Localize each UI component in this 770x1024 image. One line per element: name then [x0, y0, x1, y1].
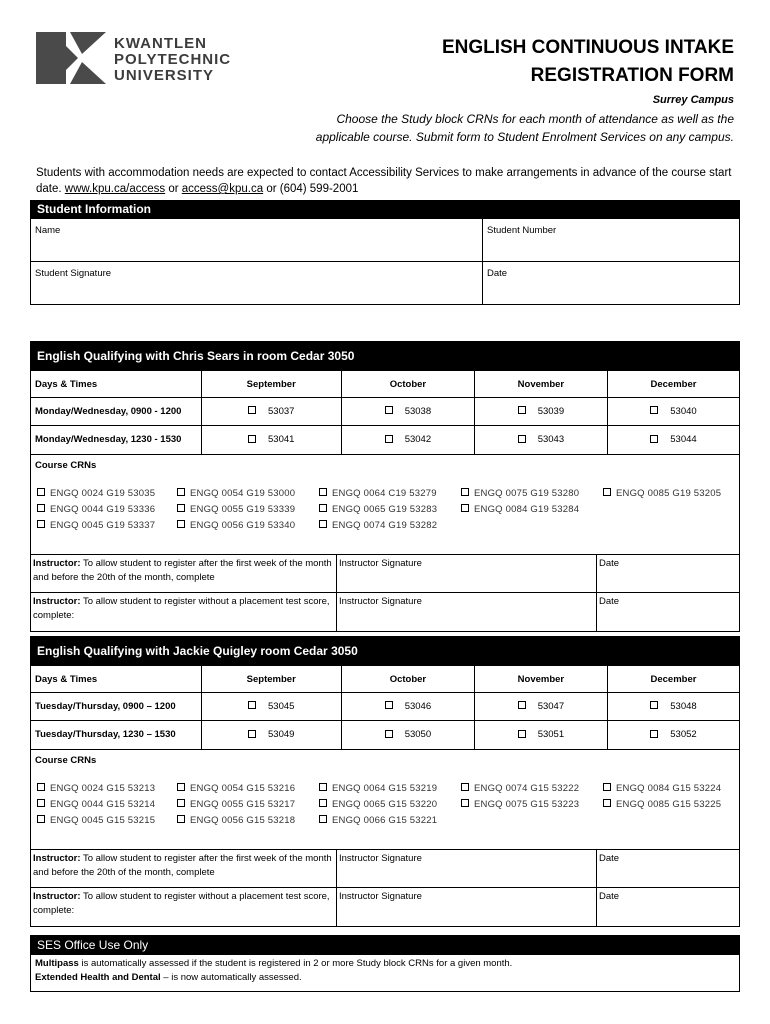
instructions-line-2: applicable course. Submit form to Student Enrolment Services on any campus. [315, 130, 734, 144]
course-crn-option [603, 814, 743, 827]
checkbox[interactable] [518, 406, 526, 414]
course-crns-area [31, 454, 739, 554]
course-crn-text: ENGQ 0084 G19 53284 [474, 503, 580, 515]
schedule-time-label: Monday/Wednesday, 1230 - 1530 [31, 426, 201, 454]
checkbox[interactable] [177, 783, 185, 791]
course-crn-option[interactable] [603, 487, 743, 500]
ses-title: SES Office Use Only [31, 936, 739, 955]
checkbox[interactable] [385, 435, 393, 443]
crn-number: 53039 [537, 406, 565, 417]
checkbox[interactable] [248, 435, 256, 443]
schedule-row [31, 693, 739, 721]
crn-number: 53051 [537, 729, 565, 741]
course-crn-text: ENGQ 0066 G15 53221 [332, 814, 438, 826]
crn-number: 53047 [537, 701, 565, 712]
course-section-jackie-quigley [30, 636, 740, 927]
crn-number: 53048 [670, 701, 697, 712]
schedule-header-cell: September [201, 666, 341, 693]
checkbox[interactable] [385, 701, 393, 709]
crn-number: 53050 [404, 729, 432, 741]
course-crns-grid [37, 487, 743, 532]
schedule-crn-cell[interactable] [341, 398, 474, 426]
schedule-header-cell: Days & Times [31, 666, 201, 693]
course-crn-text: ENGQ 0044 G19 53336 [50, 503, 156, 515]
course-crn-option[interactable] [177, 519, 319, 532]
ses-body [31, 955, 739, 991]
instructor-approval-row [31, 887, 739, 926]
checkbox[interactable] [177, 504, 185, 512]
schedule-crn-cell[interactable] [201, 398, 341, 426]
course-crn-option[interactable] [603, 798, 743, 811]
checkbox[interactable] [177, 520, 185, 528]
instructor-signature-field[interactable]: Instructor Signature [337, 888, 597, 926]
checkbox[interactable] [650, 701, 658, 709]
access-link[interactable]: www.kpu.ca/access [64, 183, 166, 195]
checkbox[interactable] [319, 504, 327, 512]
instructor-label: Instructor: [33, 852, 81, 864]
kpu-logo-mark [36, 32, 106, 84]
instructor-text: To allow student to register after the first week of the month and before the 20th of the month, complete [33, 852, 332, 878]
checkbox[interactable] [37, 799, 45, 807]
instructor-instruction [31, 593, 337, 631]
checkbox[interactable] [37, 815, 45, 823]
accessibility-note [36, 165, 736, 197]
logo-line-3: UNIVERSITY [114, 67, 215, 84]
course-crn-text: ENGQ 0056 G19 53340 [190, 519, 296, 531]
checkbox[interactable] [248, 730, 256, 738]
course-crn-text: ENGQ 0045 G19 53337 [50, 519, 156, 531]
course-crn-option [461, 519, 603, 532]
schedule-header-cell: October [341, 666, 474, 693]
instructor-instruction [31, 888, 337, 926]
checkbox[interactable] [248, 701, 256, 709]
checkbox[interactable] [319, 815, 327, 823]
checkbox[interactable] [319, 783, 327, 791]
course-crn-option[interactable] [177, 487, 319, 500]
course-crn-text: ENGQ 0075 G19 53280 [474, 487, 580, 499]
course-crn-text: ENGQ 0085 G15 53225 [616, 798, 722, 810]
course-crn-text: ENGQ 0064 G15 53219 [332, 782, 438, 794]
instructor-signature-field[interactable]: Instructor Signature [337, 593, 597, 631]
course-crn-option[interactable] [461, 503, 603, 516]
form-title-line-2: REGISTRATION FORM [530, 65, 734, 86]
crn-number: 53046 [404, 701, 432, 712]
course-crn-text: ENGQ 0024 G15 53213 [50, 782, 156, 794]
course-crn-text: ENGQ 0055 G15 53217 [190, 798, 296, 810]
crn-number: 53043 [537, 434, 565, 446]
course-crn-option[interactable] [319, 519, 461, 532]
course-crn-option[interactable] [37, 503, 177, 516]
multipass-note [35, 957, 735, 971]
form-title-line-1: ENGLISH CONTINUOUS INTAKE [441, 37, 734, 58]
schedule-header-cell: December [607, 666, 739, 693]
checkbox[interactable] [518, 701, 526, 709]
course-crn-option[interactable] [603, 782, 743, 795]
course-crn-option[interactable] [319, 814, 461, 827]
course-crn-option[interactable] [37, 798, 177, 811]
logo-line-2: POLYTECHNIC [114, 51, 232, 68]
course-crn-text: ENGQ 0075 G15 53223 [474, 798, 580, 810]
instructor-text: To allow student to register without a placement test score, complete: [33, 595, 330, 621]
schedule-header-cell: November [474, 666, 607, 693]
crn-number: 53037 [268, 406, 295, 417]
checkbox[interactable] [650, 406, 658, 414]
course-crns-label: Course CRNs [35, 459, 97, 471]
checkbox[interactable] [461, 504, 469, 512]
course-crn-option[interactable] [37, 814, 177, 827]
checkbox[interactable] [37, 488, 45, 496]
course-crn-text: ENGQ 0074 G19 53282 [332, 519, 438, 531]
course-crn-option[interactable] [177, 814, 319, 827]
course-crn-text: ENGQ 0055 G19 53339 [190, 503, 296, 515]
course-crn-text: ENGQ 0064 C19 53279 [332, 487, 437, 499]
health-note [35, 971, 735, 985]
form-title [442, 34, 734, 90]
crn-number: 53040 [670, 406, 697, 417]
checkbox[interactable] [650, 435, 658, 443]
kpu-logo [36, 32, 236, 88]
health-label: Extended Health and Dental [35, 972, 161, 983]
crn-number: 53052 [670, 729, 697, 741]
checkbox[interactable] [248, 406, 256, 414]
schedule-crn-cell[interactable] [341, 721, 474, 749]
checkbox[interactable] [603, 799, 611, 807]
course-section-chris-sears [30, 341, 740, 632]
course-crn-text: ENGQ 0065 G19 53283 [332, 503, 438, 515]
logo-line-1: KWANTLEN [114, 35, 207, 52]
access-text-3: or (604) 599-2001 [263, 183, 359, 195]
course-crn-text: ENGQ 0044 G15 53214 [50, 798, 156, 810]
form-instructions [234, 110, 734, 146]
schedule-crn-cell[interactable] [201, 426, 341, 454]
course-crn-option[interactable] [319, 487, 461, 500]
checkbox[interactable] [461, 799, 469, 807]
course-title: English Qualifying with Chris Sears in room Cedar 3050 [31, 342, 739, 370]
course-crn-option[interactable] [319, 798, 461, 811]
access-text-2: or [165, 183, 182, 195]
course-crn-option[interactable] [461, 798, 603, 811]
ses-office-section [30, 935, 740, 992]
schedule-crn-cell[interactable] [607, 693, 739, 721]
checkbox[interactable] [177, 488, 185, 496]
course-crn-option[interactable] [37, 782, 177, 795]
schedule-crn-cell[interactable] [474, 721, 607, 749]
instructor-approval-row [31, 849, 739, 887]
crn-number: 53038 [404, 406, 432, 417]
course-crn-option[interactable] [177, 782, 319, 795]
instructor-date-field[interactable]: Date [599, 595, 620, 607]
schedule-crn-cell[interactable] [201, 721, 341, 749]
student-info-row-1 [31, 218, 739, 261]
instructor-date-field[interactable]: Date [599, 890, 620, 902]
logo-wordmark [114, 36, 231, 84]
course-crn-text: ENGQ 0056 G15 53218 [190, 814, 296, 826]
course-crn-option[interactable] [461, 487, 603, 500]
checkbox[interactable] [37, 504, 45, 512]
schedule-header-row [31, 371, 739, 398]
checkbox[interactable] [319, 799, 327, 807]
schedule-time-label: Tuesday/Thursday, 1230 – 1530 [31, 721, 201, 749]
checkbox[interactable] [319, 488, 327, 496]
access-text-1: Students with accommodation needs are expected to contact Accessibility Services to make arrangements in advance of the course start date. [36, 167, 732, 195]
schedule-header-cell: November [474, 371, 607, 398]
course-crn-option[interactable] [37, 487, 177, 500]
schedule-crn-cell[interactable] [341, 693, 474, 721]
schedule-crn-cell[interactable] [607, 398, 739, 426]
course-crn-option[interactable] [319, 782, 461, 795]
checkbox[interactable] [319, 520, 327, 528]
access-email-link[interactable]: access@kpu.ca [181, 183, 264, 195]
checkbox[interactable] [385, 730, 393, 738]
instructor-signature-field[interactable]: Instructor Signature [337, 850, 597, 887]
checkbox[interactable] [603, 488, 611, 496]
student-info-title: Student Information [31, 201, 739, 218]
student-info-row-2 [31, 261, 739, 304]
course-crn-text: ENGQ 0054 G15 53216 [190, 782, 296, 794]
course-crn-text: ENGQ 0084 G15 53224 [616, 782, 722, 794]
instructor-text: To allow student to register after the first week of the month and before the 20th of the month, complete [33, 557, 332, 583]
instructor-instruction [31, 555, 337, 592]
student-date-field[interactable]: Date [487, 268, 508, 279]
instructor-date-field[interactable]: Date [599, 852, 620, 864]
instructor-text: To allow student to register without a placement test score, complete: [33, 890, 330, 916]
schedule-row [31, 426, 739, 454]
schedule-header-cell: December [607, 371, 739, 398]
instructor-signature-field[interactable]: Instructor Signature [337, 555, 597, 592]
schedule-crn-cell[interactable] [474, 398, 607, 426]
schedule-crn-cell[interactable] [474, 693, 607, 721]
schedule-header-row [31, 666, 739, 693]
schedule-row [31, 398, 739, 426]
course-crn-option[interactable] [319, 503, 461, 516]
course-crn-text: ENGQ 0065 G15 53220 [332, 798, 438, 810]
checkbox[interactable] [650, 730, 658, 738]
name-field[interactable]: Name [31, 219, 483, 261]
checkbox[interactable] [518, 730, 526, 738]
instructor-date-field[interactable]: Date [599, 557, 620, 569]
checkbox[interactable] [177, 815, 185, 823]
crn-number: 53041 [268, 434, 295, 446]
crn-number: 53044 [670, 434, 697, 446]
instructions-line-1: Choose the Study block CRNs for each month of attendance as well as the [336, 112, 734, 126]
course-crn-option[interactable] [461, 782, 603, 795]
instructor-label: Instructor: [33, 595, 81, 607]
instructor-instruction [31, 850, 337, 887]
course-crn-option [461, 814, 603, 827]
course-crn-option[interactable] [177, 798, 319, 811]
campus-label: Surrey Campus [652, 94, 734, 106]
schedule-crn-cell[interactable] [607, 426, 739, 454]
course-crn-text: ENGQ 0074 G15 53222 [474, 782, 580, 794]
instructor-approval-row [31, 554, 739, 592]
multipass-text: is automatically assessed if the student is registered in 2 or more Study block CRNs for a given month. [78, 958, 513, 969]
checkbox[interactable] [37, 520, 45, 528]
course-crn-text: ENGQ 0054 G19 53000 [190, 487, 296, 499]
course-crn-option[interactable] [177, 503, 319, 516]
course-crn-option [603, 503, 743, 516]
health-text: – is now automatically assessed. [160, 972, 302, 983]
course-crns-label: Course CRNs [35, 754, 97, 766]
student-number-field[interactable]: Student Number [487, 225, 557, 236]
course-crn-text: ENGQ 0085 G19 53205 [616, 487, 722, 499]
checkbox[interactable] [177, 799, 185, 807]
crn-number: 53042 [404, 434, 432, 446]
course-crn-text: ENGQ 0045 G15 53215 [50, 814, 156, 826]
student-information-section [30, 200, 740, 305]
schedule-time-label: Tuesday/Thursday, 0900 – 1200 [31, 693, 201, 721]
instructor-approval-row [31, 592, 739, 631]
crn-number: 53049 [268, 729, 295, 741]
schedule-time-label: Monday/Wednesday, 0900 - 1200 [31, 398, 201, 426]
checkbox[interactable] [385, 406, 393, 414]
schedule-crn-cell[interactable] [201, 693, 341, 721]
course-crn-option [603, 519, 743, 532]
crn-number: 53045 [268, 701, 295, 712]
student-signature-field[interactable]: Student Signature [31, 262, 483, 304]
checkbox[interactable] [518, 435, 526, 443]
course-crns-grid [37, 782, 743, 827]
schedule-header-cell: Days & Times [31, 371, 201, 398]
multipass-label: Multipass [35, 958, 79, 969]
checkbox[interactable] [603, 783, 611, 791]
schedule-table [31, 370, 739, 454]
instructor-label: Instructor: [33, 557, 81, 569]
schedule-row [31, 721, 739, 749]
schedule-crn-cell[interactable] [474, 426, 607, 454]
checkbox[interactable] [461, 783, 469, 791]
course-crn-text: ENGQ 0024 G19 53035 [50, 487, 156, 499]
checkbox[interactable] [37, 783, 45, 791]
course-crn-option[interactable] [37, 519, 177, 532]
checkbox[interactable] [461, 488, 469, 496]
schedule-crn-cell[interactable] [607, 721, 739, 749]
course-crns-area [31, 749, 739, 849]
schedule-table [31, 665, 739, 749]
schedule-header-cell: October [341, 371, 474, 398]
instructor-label: Instructor: [33, 890, 81, 902]
schedule-header-cell: September [201, 371, 341, 398]
course-title: English Qualifying with Jackie Quigley room Cedar 3050 [31, 637, 739, 665]
schedule-crn-cell[interactable] [341, 426, 474, 454]
